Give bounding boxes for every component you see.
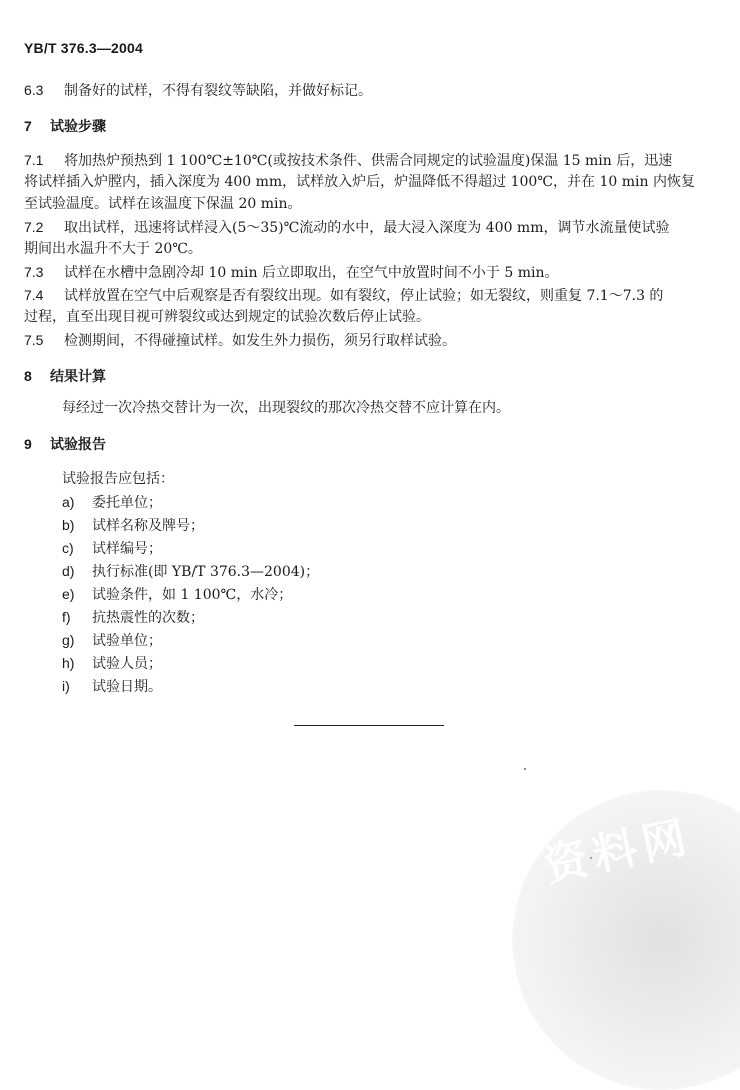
clause-number: 7.5 xyxy=(24,332,44,348)
list-item-text: 试样名称及牌号； xyxy=(92,518,204,534)
standard-number-header: YB/T 376.3—2004 xyxy=(24,40,143,56)
list-marker: e) xyxy=(62,586,75,602)
section-8-text: 每经过一次冷热交替计为一次，出现裂纹的那次冷热交替不应计算在内。 xyxy=(62,400,510,416)
section-title: 试验报告 xyxy=(50,436,106,452)
end-rule xyxy=(294,725,444,726)
list-item-text: 抗热震性的次数； xyxy=(92,610,204,626)
clause-number: 6.3 xyxy=(24,82,44,98)
clause-7-1-line-3: 至试验温度。试样在该温度下保温 20 min。 xyxy=(24,196,302,212)
clause-7-5 xyxy=(24,330,456,351)
clause-text: 取出试样，迅速将试样浸入(5～35)℃流动的水中，最大浸入深度为 400 mm，调节水流量使试验 xyxy=(64,220,670,236)
clause-text: 试样在水槽中急剧冷却 10 min 后立即取出，在空气中放置时间不小于 5 min。 xyxy=(64,265,559,281)
clause-7-4-line-1 xyxy=(24,285,663,306)
section-number: 9 xyxy=(24,436,32,452)
list-item-text: 试验单位； xyxy=(92,633,162,649)
report-intro: 试验报告应包括： xyxy=(62,471,174,487)
section-number: 8 xyxy=(24,368,32,384)
report-item-d xyxy=(62,561,319,582)
section-9-heading xyxy=(24,434,106,454)
report-item-b xyxy=(62,515,204,536)
clause-7-2-line-1 xyxy=(24,217,669,238)
report-item-c xyxy=(62,538,162,559)
list-marker: i) xyxy=(62,678,70,694)
clause-number: 7.2 xyxy=(24,219,44,235)
report-item-f xyxy=(62,607,204,628)
list-marker: b) xyxy=(62,517,75,533)
report-item-h xyxy=(62,653,162,674)
clause-text: 将加热炉预热到 1 100℃±10℃(或按技术条件、供需合同规定的试验温度)保温 15 min 后，迅速 xyxy=(64,153,673,169)
section-8-heading xyxy=(24,366,106,386)
list-item-text: 委托单位； xyxy=(92,495,162,511)
list-marker: c) xyxy=(62,540,74,556)
list-marker: d) xyxy=(62,563,75,579)
report-item-a xyxy=(62,492,162,513)
list-item-text: 试验条件，如 1 100℃，水冷； xyxy=(92,587,293,603)
section-title: 试验步骤 xyxy=(50,118,106,134)
list-item-text: 执行标准(即 YB/T 376.3—2004)； xyxy=(92,564,320,580)
clause-7-1-line-2: 将试样插入炉膛内，插入深度为 400 mm，试样放入炉后，炉温降低不得超过 100℃，并在 10 min 内恢复 xyxy=(24,174,695,190)
clause-text: 试样放置在空气中后观察是否有裂纹出现。如有裂纹，停止试验；如无裂纹，则重复 7.1～7.3 的 xyxy=(64,288,664,304)
list-marker: a) xyxy=(62,494,75,510)
clause-number: 7.1 xyxy=(24,152,44,168)
report-item-i xyxy=(62,676,162,697)
clause-7-2-line-2: 期间出水温升不大于 20℃。 xyxy=(24,241,202,257)
report-item-g xyxy=(62,630,162,651)
clause-number: 7.3 xyxy=(24,264,44,280)
watermark-seal xyxy=(512,790,740,1090)
list-marker: f) xyxy=(62,609,71,625)
list-marker: h) xyxy=(62,655,75,671)
clause-7-4-line-2: 过程，直至出现目视可辨裂纹或达到规定的试验次数后停止试验。 xyxy=(24,309,430,325)
clause-7-3 xyxy=(24,262,559,283)
report-item-e xyxy=(62,584,292,605)
watermark-text: 资料网 xyxy=(539,810,697,892)
clause-7-1-line-1 xyxy=(24,150,672,171)
clause-text: 制备好的试样，不得有裂纹等缺陷，并做好标记。 xyxy=(64,83,372,99)
list-marker: g) xyxy=(62,632,75,648)
clause-text: 检测期间，不得碰撞试样。如发生外力损伤，须另行取样试验。 xyxy=(64,333,456,349)
list-item-text: 试样编号； xyxy=(92,541,162,557)
clause-number: 7.4 xyxy=(24,287,44,303)
section-title: 结果计算 xyxy=(50,368,106,384)
clause-6-3 xyxy=(24,80,372,101)
list-item-text: 试验人员； xyxy=(92,656,162,672)
list-item-text: 试验日期。 xyxy=(92,679,162,695)
section-number: 7 xyxy=(24,118,32,134)
section-7-heading xyxy=(24,116,106,136)
scan-speck xyxy=(524,768,526,770)
